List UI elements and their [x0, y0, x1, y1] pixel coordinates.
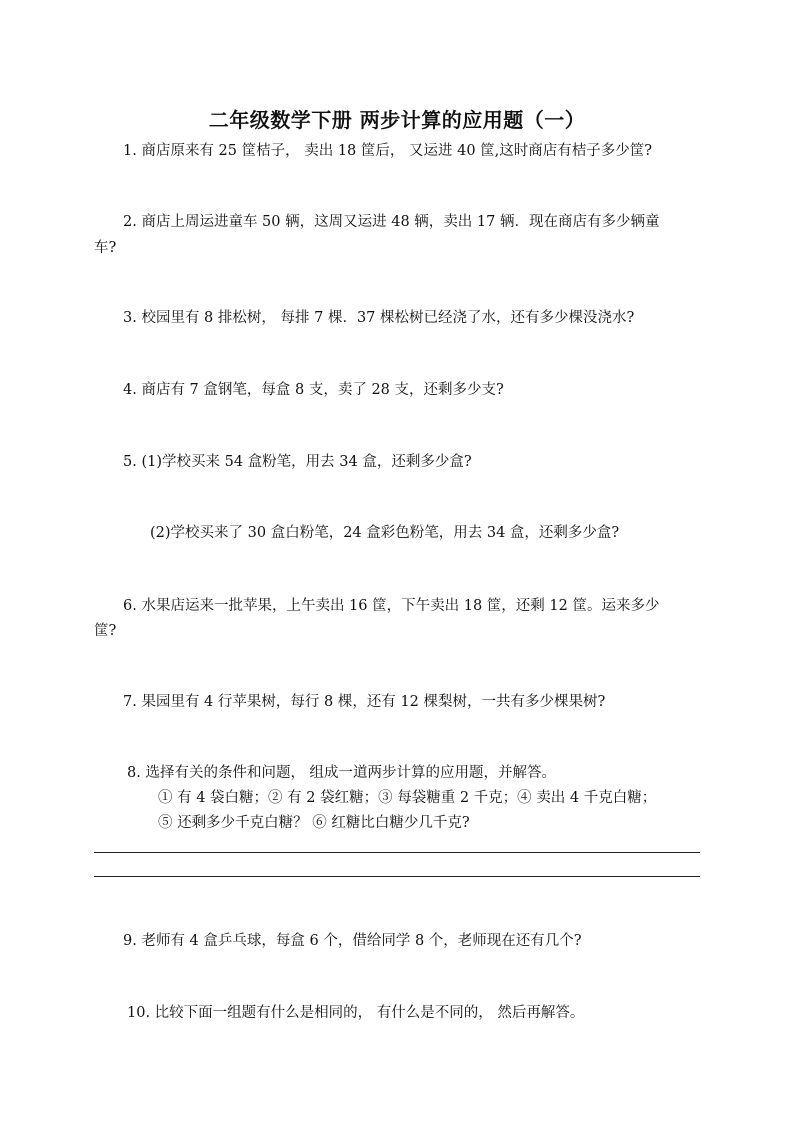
question-6-line-1: 6. 水果店运来一批苹果，上午卖出 16 筐，下午卖出 18 筐，还剩 12 筐。运来多少: [123, 598, 660, 614]
question-8: 8. 选择有关的条件和问题， 组成一道两步计算的应用题，并解答。: [127, 765, 557, 781]
question-7: 7. 果园里有 4 行苹果树，每行 8 棵，还有 12 棵梨树，一共有多少棵果树?: [123, 694, 606, 710]
question-8-options-line-1: ① 有 4 袋白糖；② 有 2 袋红糖；③ 每袋糖重 2 千克；④ 卖出 4 千克白糖；: [158, 790, 657, 806]
question-3: 3. 校园里有 8 排松树， 每排 7 棵．37 棵松树已经浇了水，还有多少棵没浇水?: [123, 310, 635, 326]
question-6-line-2: 筐?: [94, 623, 117, 639]
question-2-line-2: 车?: [94, 240, 117, 256]
page-title: 二年级数学下册 两步计算的应用题（一）: [208, 108, 586, 132]
question-8-options-line-2: ⑤ 还剩多少千克白糖？ ⑥ 红糖比白糖少几千克?: [158, 815, 470, 831]
question-1: 1. 商店原来有 25 筐桔子， 卖出 18 筐后， 又运进 40 筐,这时商店有桔子多少筐?: [123, 143, 653, 159]
question-5-part-2: (2)学校买来了 30 盒白粉笔，24 盒彩色粉笔，用去 34 盒，还剩多少盒?: [150, 525, 620, 541]
question-9: 9. 老师有 4 盒乒乓球，每盒 6 个，借给同学 8 个，老师现在还有几个?: [123, 933, 582, 949]
question-2-line-1: 2. 商店上周运进童车 50 辆，这周又运进 48 辆，卖出 17 辆．现在商店有多少辆童: [123, 214, 660, 230]
answer-line-1: [94, 852, 700, 853]
question-5-part-1: 5. (1)学校买来 54 盒粉笔，用去 34 盒，还剩多少盒?: [123, 454, 472, 470]
answer-line-2: [94, 876, 700, 877]
question-4: 4. 商店有 7 盒钢笔，每盒 8 支，卖了 28 支，还剩多少支?: [123, 382, 504, 398]
question-10: 10. 比较下面一组题有什么是相同的， 有什么是不同的， 然后再解答。: [127, 1005, 585, 1021]
